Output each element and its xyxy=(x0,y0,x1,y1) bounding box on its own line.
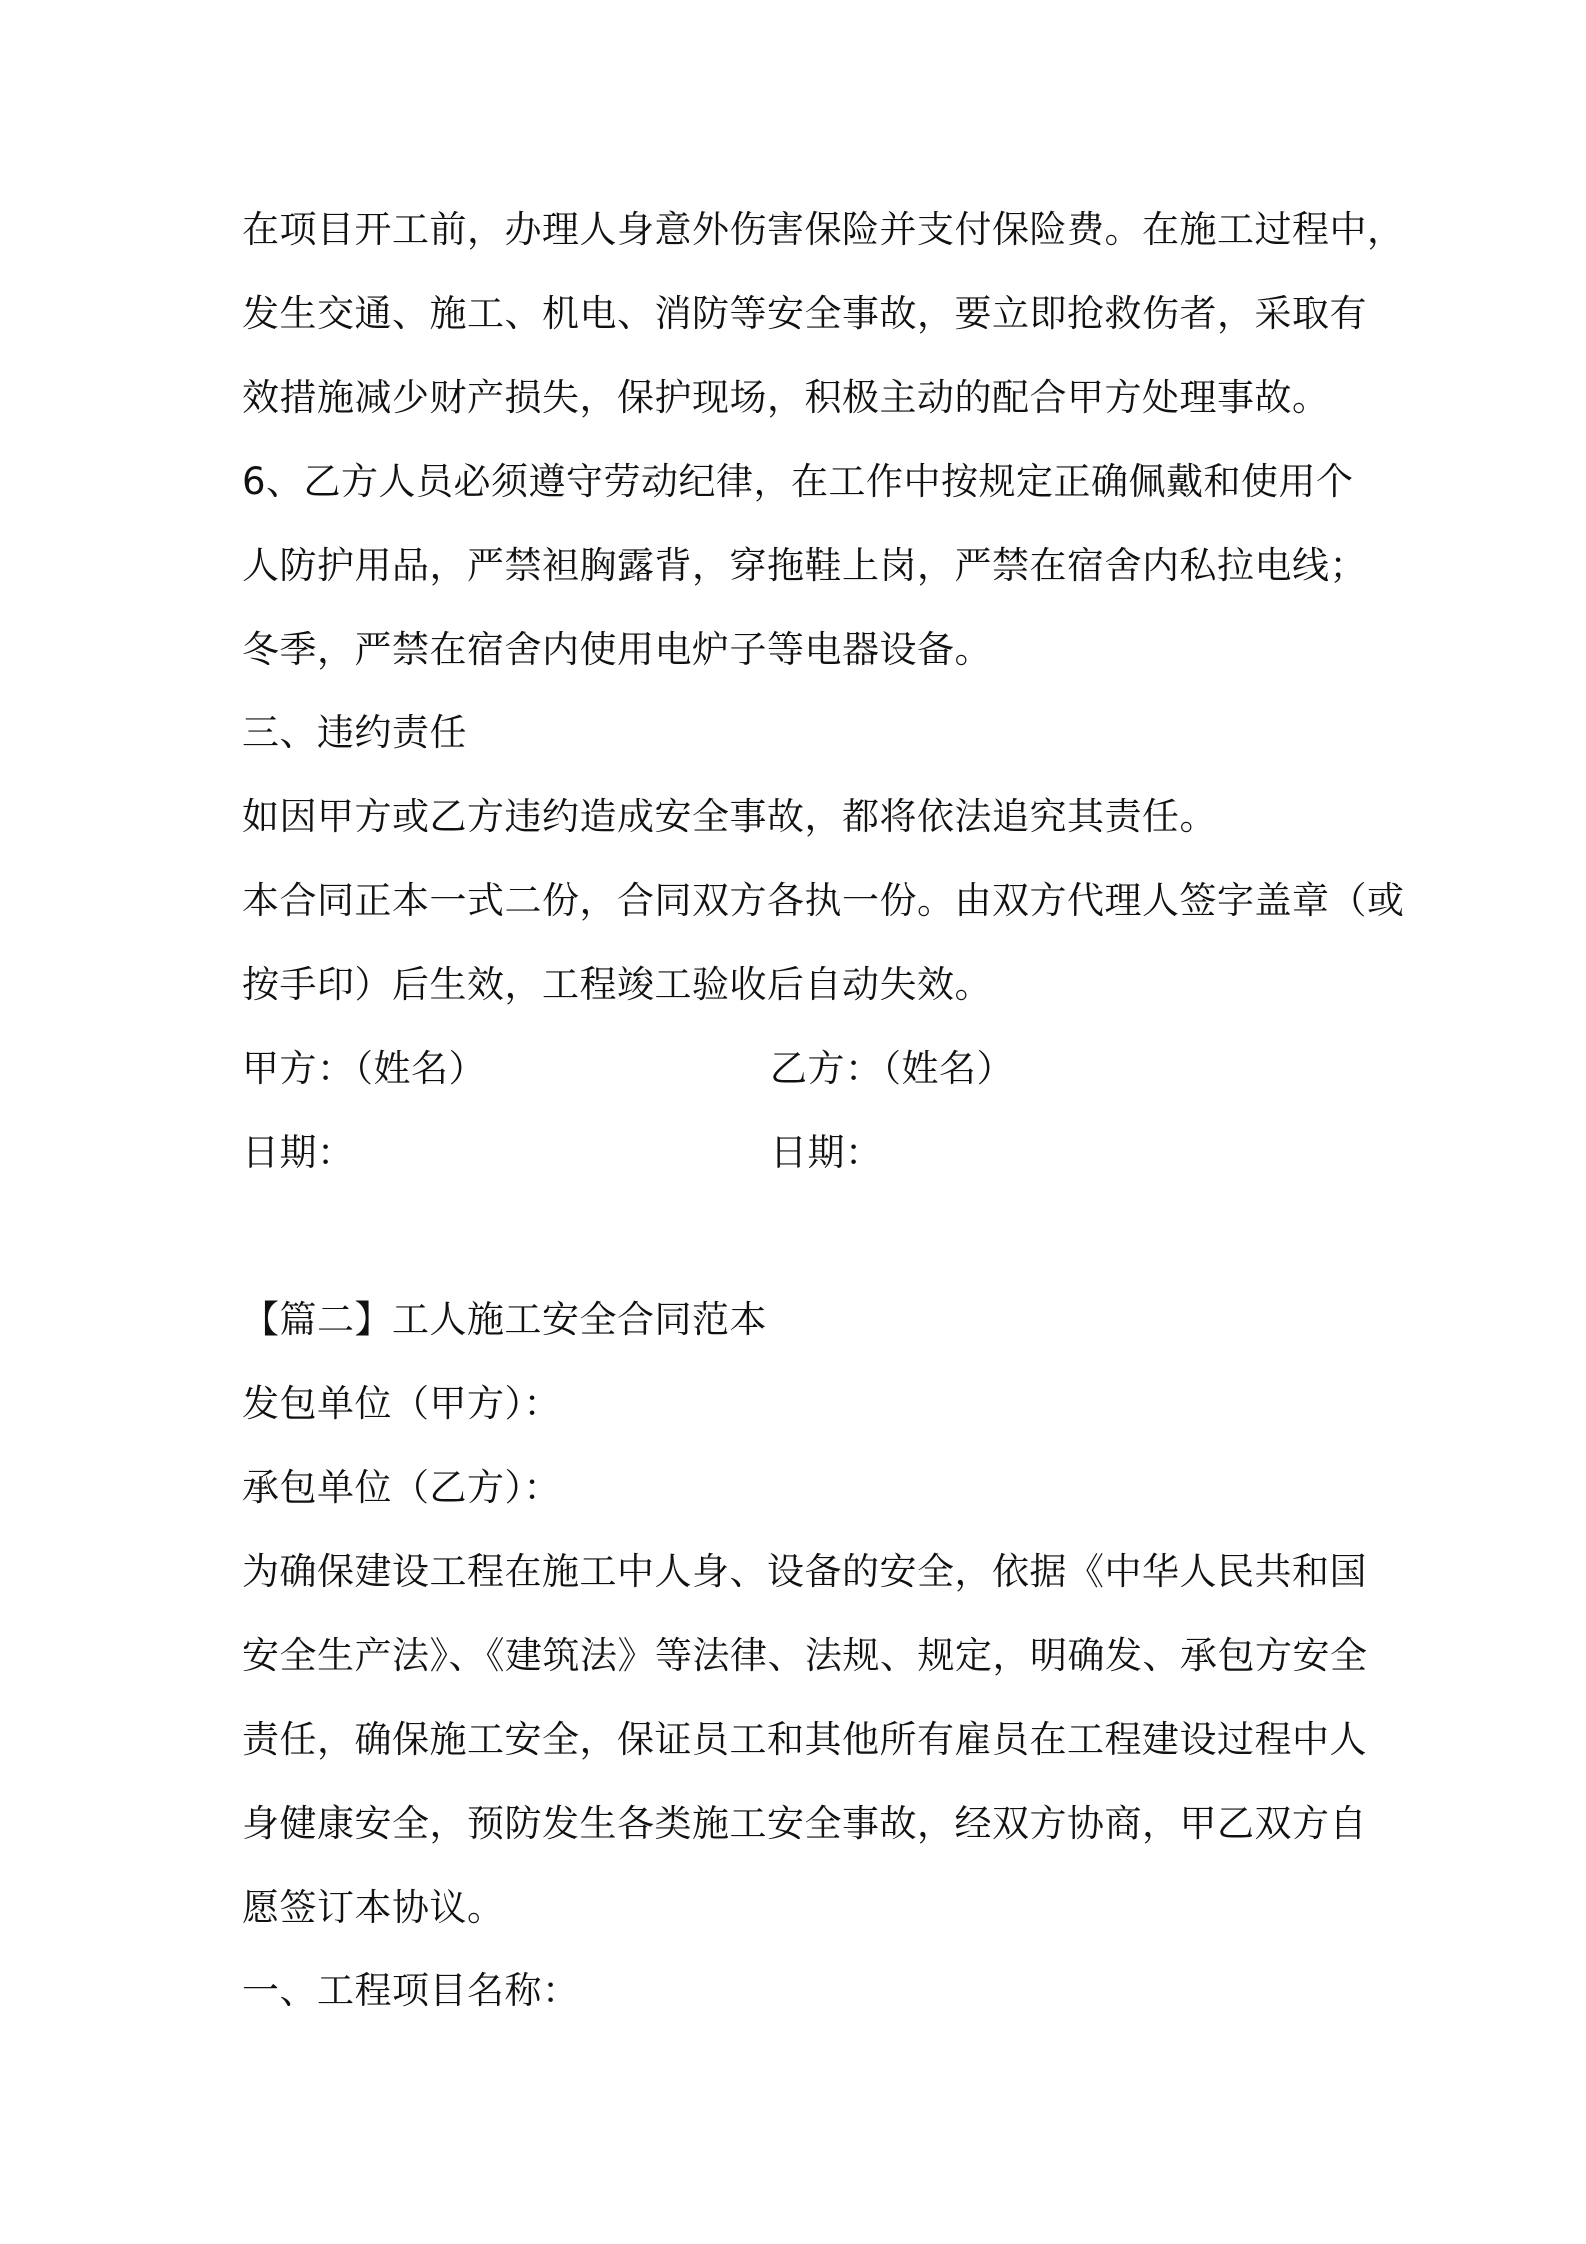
paragraph-insurance-line-3: 效措施减少财产损失，保护现场，积极主动的配合甲方处理事故。 xyxy=(242,376,1330,419)
paragraph-insurance-line-2: 发生交通、施工、机电、消防等安全事故，要立即抢救伤者，采取有 xyxy=(242,292,1367,335)
party-a-name-label: 甲方：（姓名） xyxy=(242,1047,486,1090)
paragraph-intro-line-1: 为确保建设工程在施工中人身、设备的安全，依据《中华人民共和国 xyxy=(242,1550,1367,1593)
party-b-name-label: 乙方：（姓名） xyxy=(770,1047,1014,1090)
paragraph-item6-line-2: 人防护用品，严禁袒胸露背，穿拖鞋上岗，严禁在宿舍内私拉电线； xyxy=(242,544,1367,587)
heading-breach: 三、违约责任 xyxy=(242,711,467,754)
section2-title: 【篇二】工人施工安全合同范本 xyxy=(242,1298,767,1341)
issuer-label: 发包单位（甲方）： xyxy=(242,1382,561,1425)
paragraph-copies-line-2: 按手印）后生效，工程竣工验收后自动失效。 xyxy=(242,963,992,1006)
paragraph-breach: 如因甲方或乙方违约造成安全事故，都将依法追究其责任。 xyxy=(242,795,1217,838)
party-b-date-label: 日期： xyxy=(770,1131,883,1174)
contractor-label: 承包单位（乙方）： xyxy=(242,1466,561,1509)
paragraph-insurance-line-1: 在项目开工前，办理人身意外伤害保险并支付保险费。在施工过程中， xyxy=(242,208,1405,251)
heading-project-name: 一、工程项目名称： xyxy=(242,1969,580,2012)
paragraph-intro-line-5: 愿签订本协议。 xyxy=(242,1886,505,1929)
paragraph-intro-line-2: 安全生产法》、《建筑法》等法律、法规、规定，明确发、承包方安全 xyxy=(242,1634,1368,1677)
party-a-date-label: 日期： xyxy=(242,1131,355,1174)
paragraph-intro-line-4: 身健康安全，预防发生各类施工安全事故，经双方协商，甲乙双方自 xyxy=(242,1802,1367,1845)
paragraph-item6-line-3: 冬季，严禁在宿舍内使用电炉子等电器设备。 xyxy=(242,628,992,671)
paragraph-intro-line-3: 责任，确保施工安全，保证员工和其他所有雇员在工程建设过程中人 xyxy=(242,1718,1367,1761)
paragraph-copies-line-1: 本合同正本一式二份，合同双方各执一份。由双方代理人签字盖章（或 xyxy=(242,879,1405,922)
paragraph-item6-line-1: 6、乙方人员必须遵守劳动纪律，在工作中按规定正确佩戴和使用个 xyxy=(242,460,1354,503)
